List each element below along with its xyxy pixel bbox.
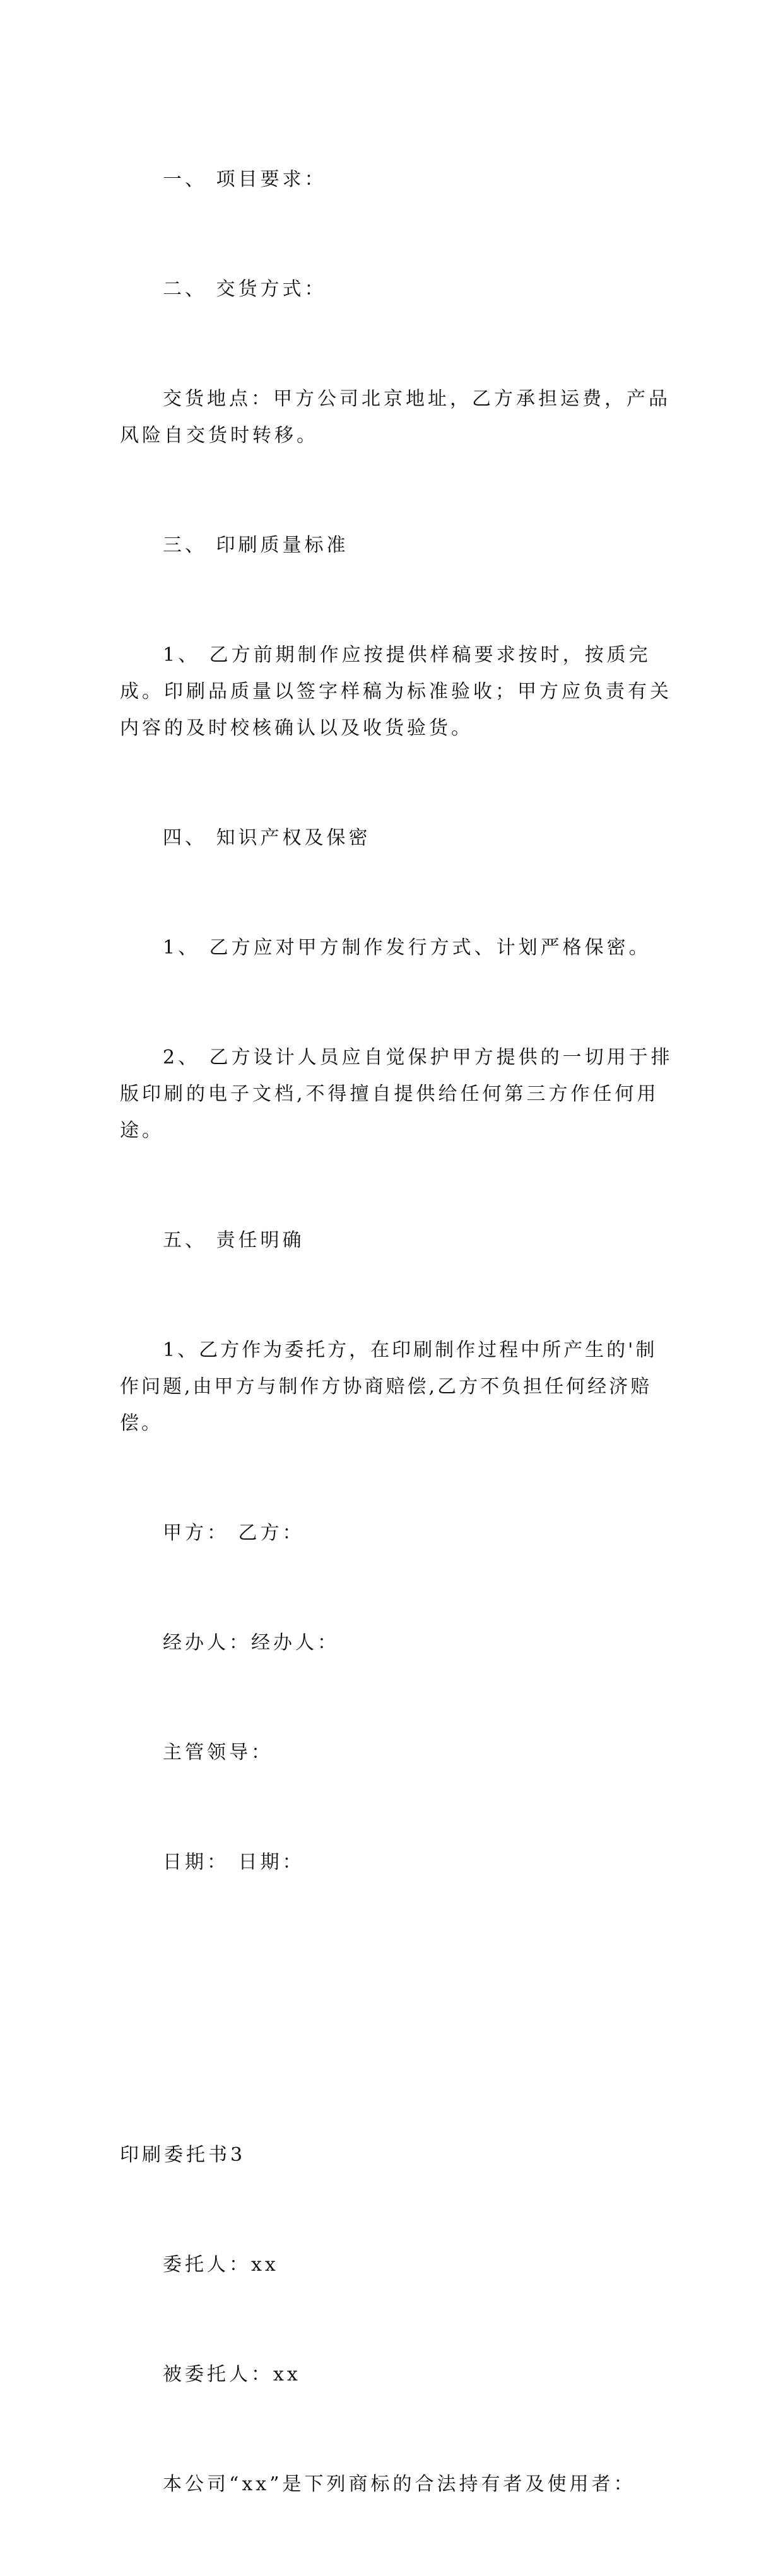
section-heading-5: 五、 责任明确 <box>163 1229 305 1251</box>
handler-line: 经办人：经办人： <box>163 1632 339 1654</box>
supervisor-line: 主管领导： <box>163 1742 273 1764</box>
section-heading-4: 四、 知识产权及保密 <box>163 827 371 849</box>
delivery-location-paragraph: 交货地点：甲方公司北京地址，乙方承担运费，产品风险自交货时转移。 <box>120 388 671 447</box>
company-trademark-line: 本公司“xx”是下列商标的合法持有者及使用者： <box>163 2473 636 2495</box>
party-line: 甲方： 乙方： <box>163 1522 305 1544</box>
confidentiality-paragraph-2: 2、 乙方设计人员应自觉保护甲方提供的一切用于排版印刷的电子文档,不得擅自提供给任何第三方作任何用途。 <box>120 1046 673 1142</box>
section-heading-1: 一、 项目要求： <box>163 168 327 190</box>
trustor-line: 委托人：xx <box>163 2254 279 2276</box>
responsibility-paragraph: 1、乙方作为委托方，在印刷制作过程中所产生的'制作问题,由甲方与制作方协商赔偿,乙方不负担任何经济赔偿。 <box>120 1339 657 1434</box>
section-spacer <box>120 1991 675 2027</box>
confidentiality-paragraph-1: 1、 乙方应对甲方制作发行方式、计划严格保密。 <box>163 937 651 959</box>
section-heading-3: 三、 印刷质量标准 <box>163 534 349 556</box>
trustee-line: 被委托人：xx <box>163 2363 301 2386</box>
section-title: 印刷委托书3 <box>120 2144 246 2166</box>
document-body <box>120 88 675 2576</box>
quality-paragraph: 1、 乙方前期制作应按提供样稿要求按时，按质完成。印刷品质量以签字样稿为标准验收；甲方应负责有关内容的及时校核确认以及收货验货。 <box>120 644 672 739</box>
section-heading-2: 二、 交货方式： <box>163 278 327 300</box>
date-line: 日期： 日期： <box>163 1851 305 1873</box>
